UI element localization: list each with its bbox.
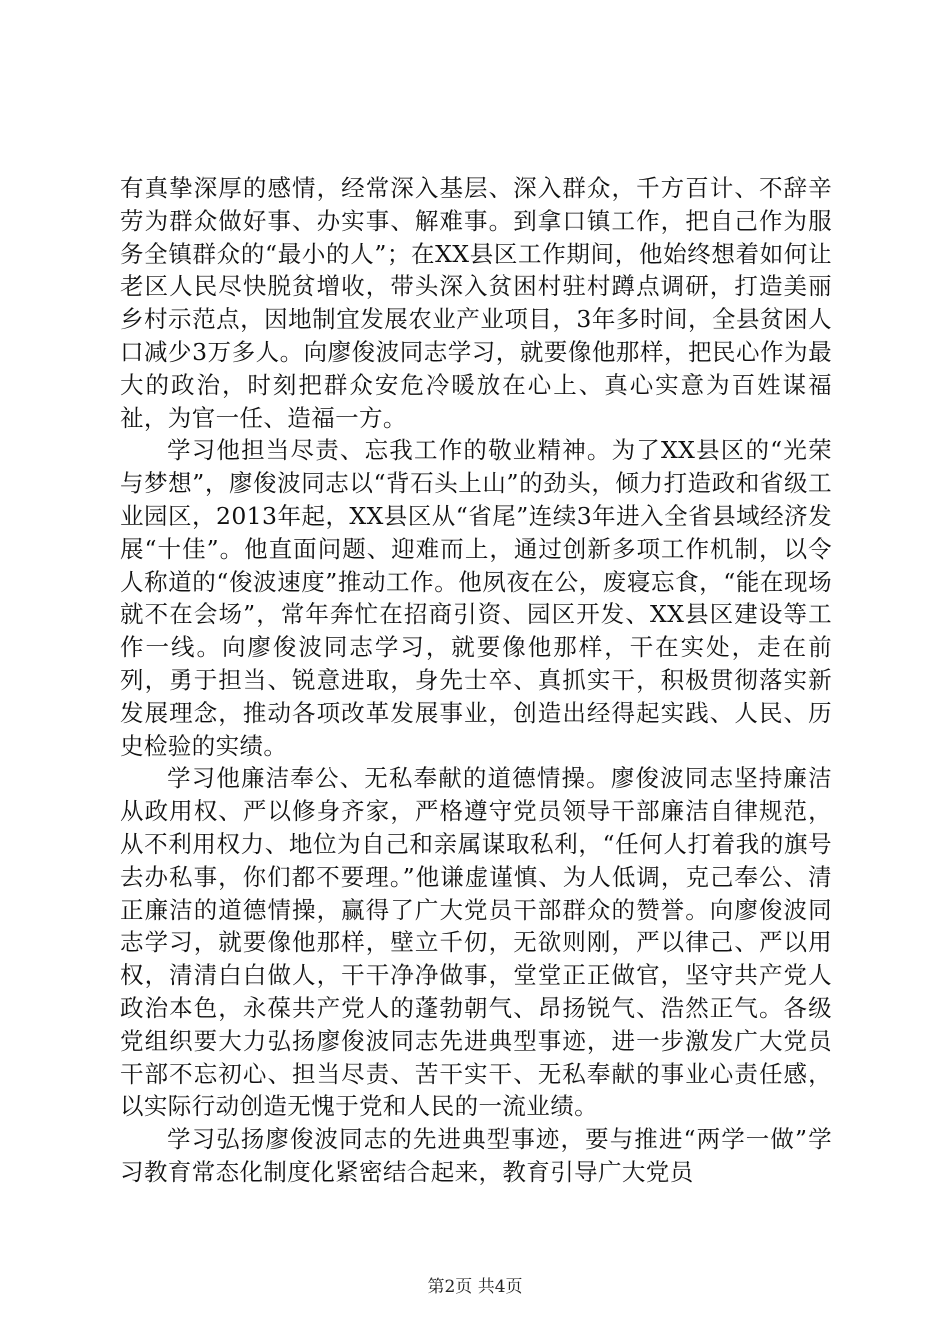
paragraph-dedication: 学习他担当尽责、忘我工作的敬业精神。为了XX县区的“光荣与梦想”，廖俊波同志以“背石头上山”的劲头，倾力打造政和省级工业园区，2013年起，XX县区从“省尾”连续3年进入全省县域经济发展“十佳”。他直面问题、迎难而上，通过创新多项工作机制，以令人称道的“俊波速度”推动工作。他夙夜在公，废寝忘食，“能在现场就不在会场”，常年奔忙在招商引资、园区开发、XX县区建设等工作一线。向廖俊波同志学习，就要像他那样，干在实处，走在前列，勇于担当、锐意进取，身先士卒、真抓实干，积极贯彻落实新发展理念，推动各项改革发展事业，创造出经得起实践、人民、历史检验的实绩。 (120, 436, 832, 760)
document-body (120, 172, 832, 1189)
page-number-footer: 第2页 共4页 (427, 1277, 523, 1297)
paragraph-continued: 有真挚深厚的感情，经常深入基层、深入群众，千方百计、不辞辛劳为群众做好事、办实事、解难事。到拿口镇工作，把自己作为服务全镇群众的“最小的人”；在XX县区工作期间，他始终想着如何让老区人民尽快脱贫增收，带头深入贫困村驻村蹲点调研，打造美丽乡村示范点，因地制宜发展农业产业项目，3年多时间，全县贫困人口减少3万多人。向廖俊波同志学习，就要像他那样，把民心作为最大的政治，时刻把群众安危冷暖放在心上、真心实意为百姓谋福祉，为官一任、造福一方。 (120, 174, 832, 432)
paragraph-study: 学习弘扬廖俊波同志的先进典型事迹，要与推进“两学一做”学习教育常态化制度化紧密结合起来，教育引导广大党员 (120, 1125, 832, 1186)
paragraph-integrity: 学习他廉洁奉公、无私奉献的道德情操。廖俊波同志坚持廉洁从政用权、严以修身齐家，严格遵守党员领导干部廉洁自律规范，从不利用权力、地位为自己和亲属谋取私利，“任何人打着我的旗号去办私事，你们都不要理。”他谦虚谨慎、为人低调，克己奉公、清正廉洁的道德情操，赢得了广大党员干部群众的赞誉。向廖俊波同志学习，就要像他那样，壁立千仞，无欲则刚，严以律己、严以用权，清清白白做人，干干净净做事，堂堂正正做官，坚守共产党人政治本色，永葆共产党人的蓬勃朝气、昂扬锐气、浩然正气。各级党组织要大力弘扬廖俊波同志先进典型事迹，进一步激发广大党员干部不忘初心、担当尽责、苦干实干、无私奉献的事业心责任感，以实际行动创造无愧于党和人民的一流业绩。 (120, 764, 832, 1121)
